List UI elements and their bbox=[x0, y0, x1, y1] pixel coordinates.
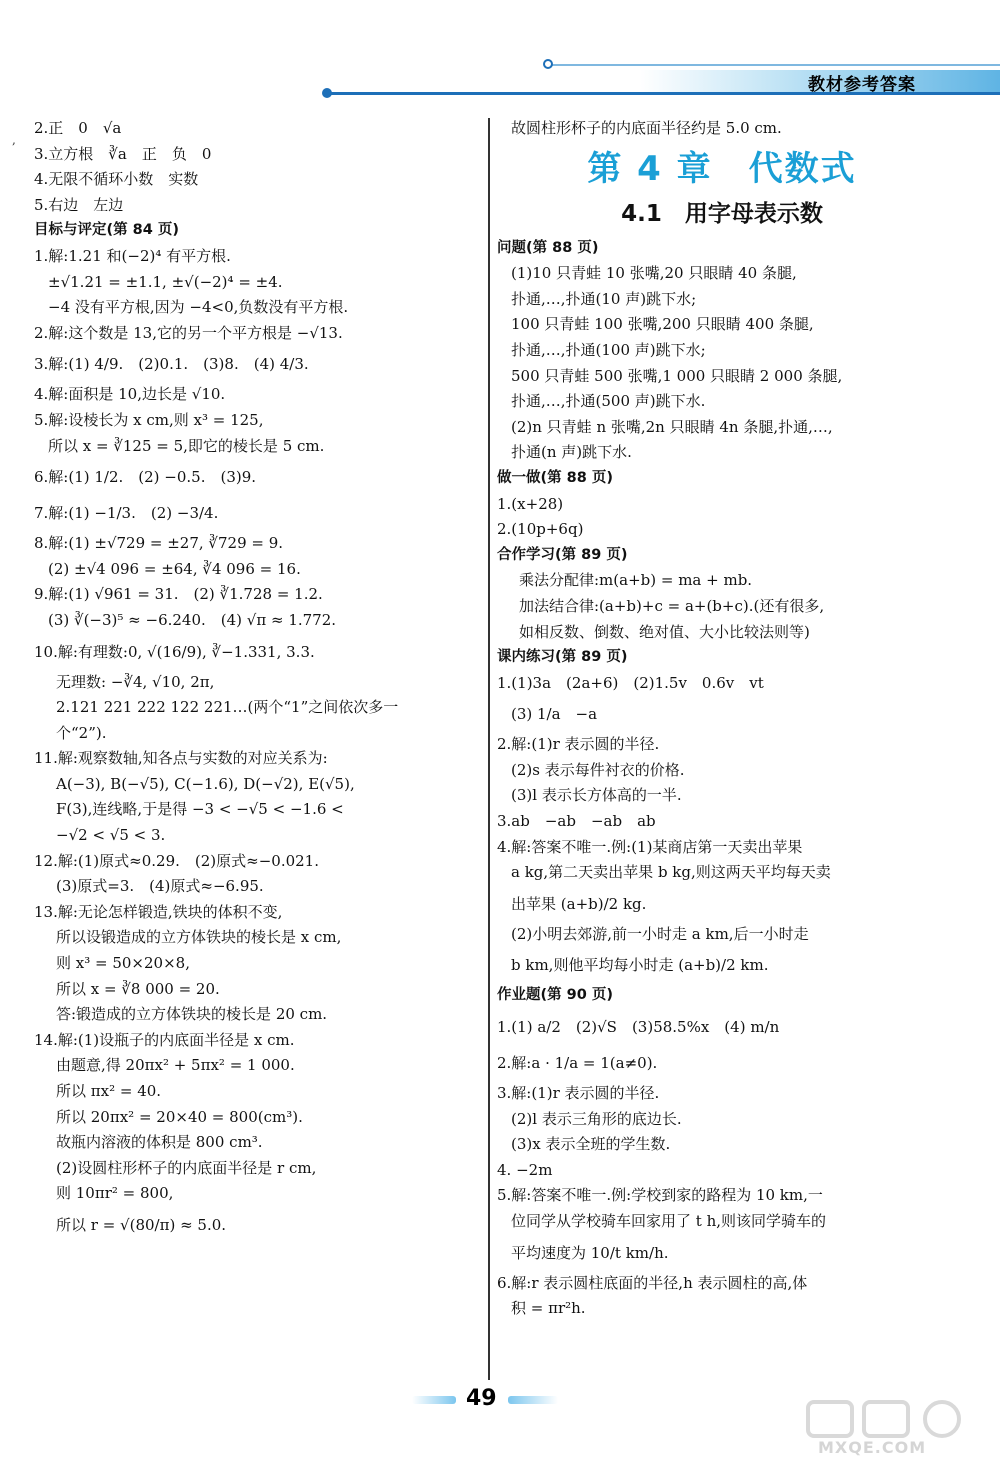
text-line: 作业题(第 90 页) bbox=[497, 987, 614, 1004]
margin-mark: , bbox=[12, 133, 16, 147]
text-line: 12.解:(1)原式≈0.29. (2)原式≈−0.021. bbox=[34, 851, 319, 870]
text-line: 所以设锻造成的立方体铁块的棱长是 x cm, bbox=[56, 928, 342, 947]
text-line: (2)n 只青蛙 n 张嘴,2n 只眼睛 4n 条腿,扑通,…, bbox=[511, 417, 833, 436]
text-line: 1.(1) a/2 (2)√S (3)58.5%x (4) m/n bbox=[497, 1018, 780, 1037]
text-line: 则 10πr² = 800, bbox=[56, 1184, 174, 1203]
text-line: 无理数: −∛4, √10, 2π, bbox=[56, 672, 215, 691]
text-line: 答:锻造成的立方体铁块的棱长是 20 cm. bbox=[56, 1005, 328, 1024]
text-line: (2)设圆柱形杯子的内底面半径是 r cm, bbox=[56, 1158, 317, 1177]
text-line: (3) ∛(−3)⁵ ≈ −6.240. (4) √π ≈ 1.772. bbox=[48, 610, 337, 629]
header-dot bbox=[322, 88, 332, 98]
text-line: 100 只青蛙 100 张嘴,200 只眼睛 400 条腿, bbox=[511, 315, 814, 334]
chapter-title: 第 4 章 代数式 bbox=[587, 148, 857, 189]
header-thin-line bbox=[548, 64, 1000, 66]
text-line: 扑通(n 声)跳下水. bbox=[511, 443, 632, 462]
text-line: 出苹果 (a+b)/2 kg. bbox=[511, 894, 647, 913]
text-line: 积 = πr²h. bbox=[511, 1299, 586, 1318]
text-line: 11.解:观察数轴,知各点与实数的对应关系为: bbox=[34, 749, 328, 768]
text-line: 如相反数、倒数、绝对值、大小比较法则等) bbox=[519, 622, 810, 641]
text-line: (2)小明去郊游,前一小时走 a km,后一小时走 bbox=[511, 924, 809, 943]
text-line: 6.解:r 表示圆柱底面的半径,h 表示圆柱的高,体 bbox=[497, 1273, 808, 1292]
text-line: 14.解:(1)设瓶子的内底面半径是 x cm. bbox=[34, 1030, 295, 1049]
text-line: a kg,第二天卖出苹果 b kg,则这两天平均每天卖 bbox=[511, 863, 831, 882]
text-line: 位同学从学校骑车回家用了 t h,则该同学骑车的 bbox=[511, 1212, 826, 1230]
text-line: 则 x³ = 50×20×8, bbox=[56, 954, 190, 973]
text-line: 3.解:(1) 4/9. (2)0.1. (3)8. (4) 4/3. bbox=[34, 355, 309, 374]
text-line: (3)l 表示长方体高的一半. bbox=[511, 786, 682, 805]
text-line: 扑通,…,扑通(500 声)跳下水. bbox=[511, 392, 706, 411]
text-line: 4. −2m bbox=[497, 1160, 553, 1179]
text-line: 4.无限不循环小数 实数 bbox=[34, 170, 199, 189]
watermark-logo bbox=[800, 1400, 990, 1460]
page-number: 49 bbox=[466, 1386, 497, 1411]
text-line: b km,则他平均每小时走 (a+b)/2 km. bbox=[511, 956, 769, 975]
text-line: 平均速度为 10/t km/h. bbox=[511, 1243, 669, 1262]
footer-right-decoration bbox=[508, 1396, 558, 1404]
text-line: (2)s 表示每件衬衣的价格. bbox=[511, 760, 685, 779]
text-line: 3.解:(1)r 表示圆的半径. bbox=[497, 1084, 660, 1103]
text-line: (1)10 只青蛙 10 张嘴,20 只眼睛 40 条腿, bbox=[511, 264, 797, 283]
text-line: A(−3), B(−√5), C(−1.6), D(−√2), E(√5), bbox=[56, 774, 355, 793]
text-line: 做一做(第 88 页) bbox=[497, 469, 614, 486]
text-line: 扑通,…,扑通(10 声)跳下水; bbox=[511, 289, 697, 308]
text-line: (3)x 表示全班的学生数. bbox=[511, 1135, 671, 1154]
text-line: 2.121 221 222 122 221…(两个“1”之间依次多一 bbox=[56, 698, 399, 717]
text-line: 加法结合律:(a+b)+c = a+(b+c).(还有很多, bbox=[519, 596, 825, 615]
text-line: ±√1.21 = ±1.1, ±√(−2)⁴ = ±4. bbox=[48, 272, 283, 291]
text-line: −√2 < √5 < 3. bbox=[56, 826, 166, 845]
text-line: 500 只青蛙 500 张嘴,1 000 只眼睛 2 000 条腿, bbox=[511, 366, 843, 385]
text-line: 所以 20πx² = 20×40 = 800(cm³). bbox=[56, 1107, 303, 1126]
text-line: 7.解:(1) −1/3. (2) −3/4. bbox=[34, 504, 219, 523]
right-column bbox=[497, 236, 947, 1322]
text-line: 6.解:(1) 1/2. (2) −0.5. (3)9. bbox=[34, 468, 257, 487]
text-line: 13.解:无论怎样锻造,铁块的体积不变, bbox=[34, 902, 283, 921]
text-line: (3)原式=3. (4)原式≈−6.95. bbox=[56, 877, 264, 896]
right-top-line: 故圆柱形杯子的内底面半径约是 5.0 cm. bbox=[511, 119, 782, 137]
text-line: 5.解:设棱长为 x cm,则 x³ = 125, bbox=[34, 410, 264, 429]
text-line: 5.右边 左边 bbox=[34, 195, 124, 214]
text-line: 4.解:面积是 10,边长是 √10. bbox=[34, 385, 226, 404]
text-line: 5.解:答案不唯一.例:学校到家的路程为 10 km,一 bbox=[497, 1186, 823, 1205]
text-line: 个“2”). bbox=[56, 723, 107, 742]
text-line: 故瓶内溶液的体积是 800 cm³. bbox=[56, 1133, 263, 1152]
header-ring-dot bbox=[543, 59, 553, 69]
text-line: 所以 r = √(80/π) ≈ 5.0. bbox=[56, 1215, 227, 1234]
text-line: 4.解:答案不唯一.例:(1)某商店第一天卖出苹果 bbox=[497, 837, 803, 856]
text-line: F(3),连线略,于是得 −3 < −√5 < −1.6 < bbox=[56, 800, 344, 819]
text-line: 1.(x+28) bbox=[497, 494, 564, 513]
text-line: 乘法分配律:m(a+b) = ma + mb. bbox=[519, 571, 753, 590]
text-line: 2.解:这个数是 13,它的另一个平方根是 −√13. bbox=[34, 323, 343, 342]
text-line: 2.(10p+6q) bbox=[497, 520, 584, 539]
text-line: 1.(1)3a (2a+6) (2)1.5v 0.6v vt bbox=[497, 673, 764, 692]
watermark-text: MXQE.COM bbox=[818, 1438, 927, 1457]
text-line: 由题意,得 20πx² + 5πx² = 1 000. bbox=[56, 1056, 295, 1075]
text-line: 问题(第 88 页) bbox=[497, 239, 599, 256]
text-line: 10.解:有理数:0, √(16/9), ∛−1.331, 3.3. bbox=[34, 642, 315, 661]
header-title: 教材参考答案 bbox=[808, 75, 916, 95]
text-line: (2) ±√4 096 = ±64, ∛4 096 = 16. bbox=[48, 559, 301, 578]
text-line: 2.正 0 √a bbox=[34, 119, 122, 137]
section-title: 4.1 用字母表示数 bbox=[621, 200, 823, 227]
left-column bbox=[34, 116, 479, 1243]
text-line: −4 没有平方根,因为 −4<0,负数没有平方根. bbox=[48, 298, 349, 317]
text-line: 所以 πx² = 40. bbox=[56, 1082, 162, 1100]
text-line: 扑通,…,扑通(100 声)跳下水; bbox=[511, 340, 706, 359]
text-line: 9.解:(1) √961 = 31. (2) ∛1.728 = 1.2. bbox=[34, 585, 323, 604]
text-line: 合作学习(第 89 页) bbox=[497, 546, 628, 563]
text-line: 课内练习(第 89 页) bbox=[497, 649, 628, 666]
text-line: 8.解:(1) ±√729 = ±27, ∛729 = 9. bbox=[34, 534, 284, 553]
column-divider bbox=[488, 118, 490, 1380]
text-line: 目标与评定(第 84 页) bbox=[34, 222, 180, 239]
text-line: (3) 1/a −a bbox=[511, 705, 598, 724]
text-line: 3.ab −ab −ab ab bbox=[497, 812, 656, 831]
right-column-wrapper bbox=[497, 116, 947, 1322]
text-line: 所以 x = ∛8 000 = 20. bbox=[56, 979, 220, 998]
text-line: 2.解:a · 1/a = 1(a≠0). bbox=[497, 1054, 658, 1073]
footer-left-decoration bbox=[412, 1396, 456, 1404]
text-line: 2.解:(1)r 表示圆的半径. bbox=[497, 735, 660, 754]
text-line: 所以 x = ∛125 = 5,即它的棱长是 5 cm. bbox=[48, 436, 325, 455]
text-line: 3.立方根 ∛a 正 负 0 bbox=[34, 144, 212, 163]
text-line: 1.解:1.21 和(−2)⁴ 有平方根. bbox=[34, 246, 231, 265]
text-line: (2)l 表示三角形的底边长. bbox=[511, 1109, 682, 1128]
